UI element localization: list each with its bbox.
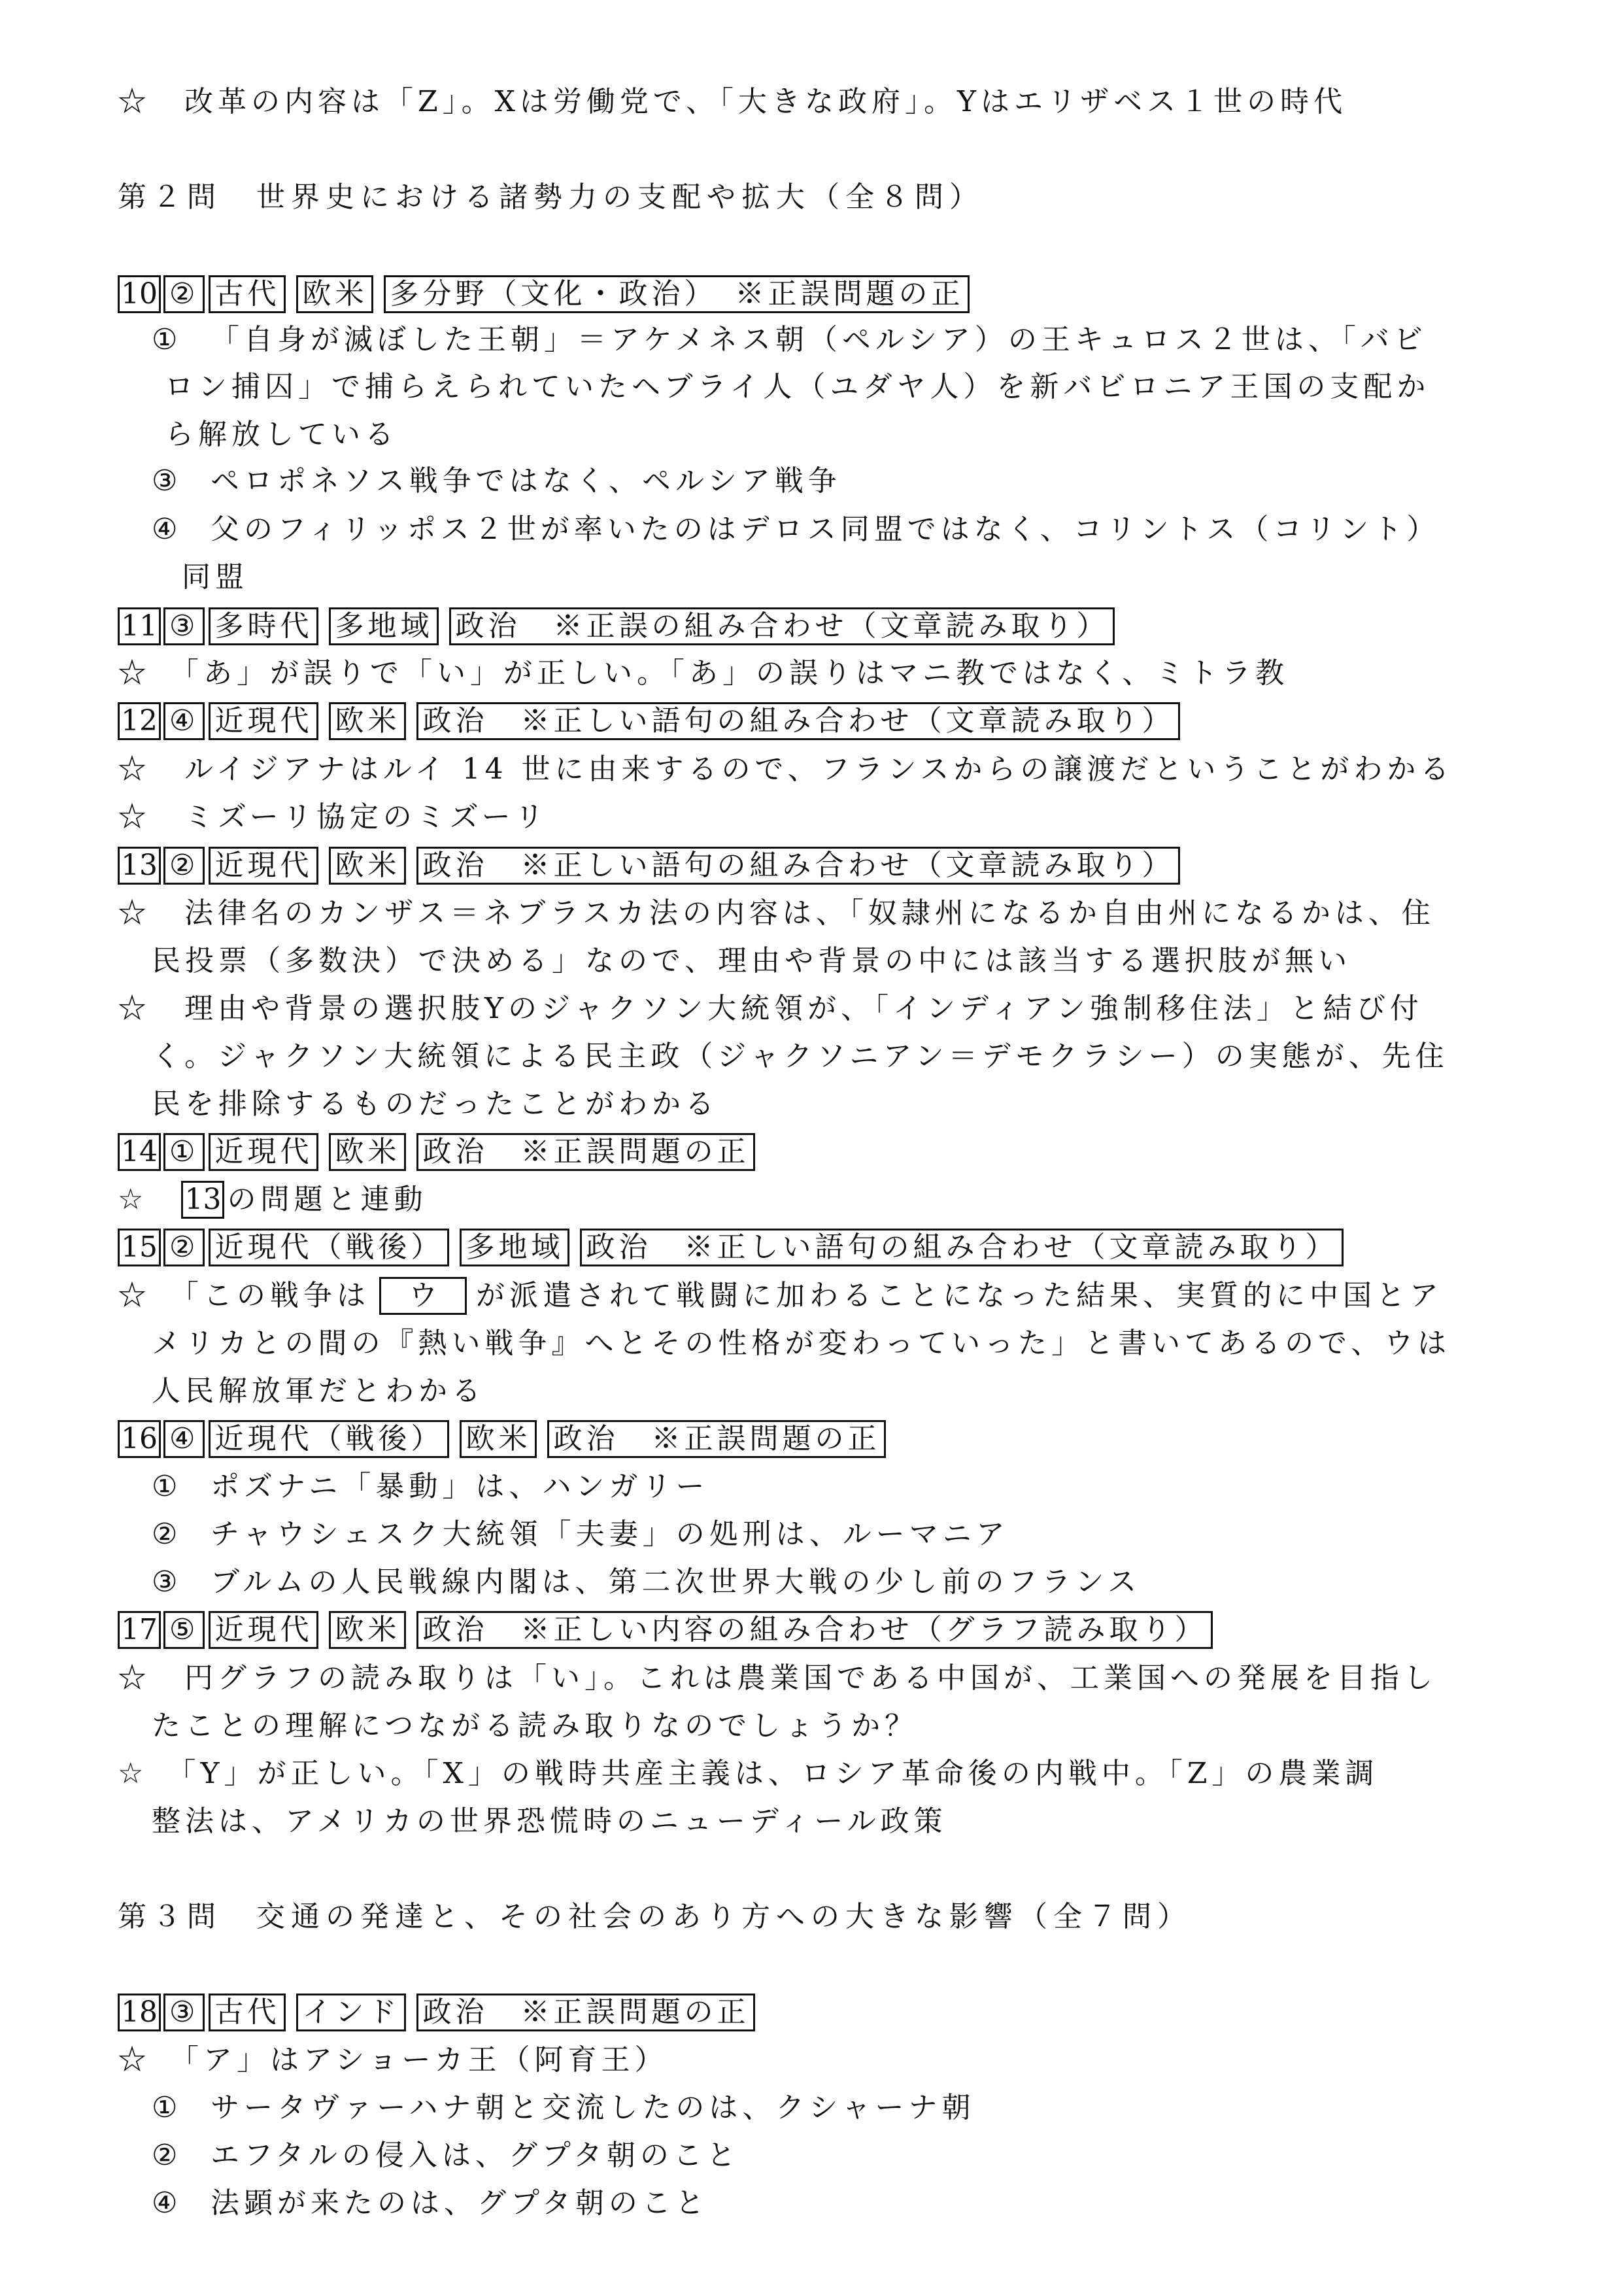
tag-region: 多地域 [460, 1229, 569, 1266]
question-number: 13 [118, 847, 161, 885]
choice-text: 法顕が来たのは、グプタ朝のこと [211, 2186, 709, 2220]
question-header-12 [118, 702, 1191, 741]
tag-field: 政治 ※正誤問題の正 [416, 1133, 755, 1171]
choice-text: サータヴァーハナ朝と交流したのは、クシャーナ朝 [211, 2091, 975, 2124]
text-line: ☆ 円グラフの読み取りは「い」。これは農業国である中国が、工業国への発展を目指し [118, 1661, 1437, 1695]
choice-mark: ② [152, 2139, 182, 2172]
choice-text: エフタルの侵入は、グプタ朝のこと [211, 2139, 740, 2172]
text-line: ☆ 「Y」が正しい。「X」の戦時共産主義は、ロシア革命後の内戦中。「Z」の農業調 [118, 1757, 1379, 1790]
tag-region: 欧米 [460, 1420, 537, 1458]
text-line: ☆ 「あ」が誤りで「い」が正しい。「あ」の誤りはマニ教ではなく、ミトラ教 [118, 656, 1289, 690]
text-line: ☆ 改革の内容は「Z」。Xは労働党で、「大きな政府」。Yはエリザベス１世の時代 [118, 85, 1347, 118]
answer-mark: ② [163, 275, 205, 313]
question-header-13 [118, 846, 1191, 885]
tag-era: 近現代 [209, 702, 318, 740]
tag-field: 政治 ※正しい内容の組み合わせ（グラフ読み取り） [416, 1611, 1213, 1649]
question-header-14 [118, 1132, 766, 1172]
text-line: たことの理解につながる読み取りなのでしょうか？ [152, 1709, 919, 1742]
choice-mark: ③ [152, 1565, 182, 1599]
choice-mark: ③ [152, 464, 182, 498]
question-header-16 [118, 1419, 896, 1459]
choice-text: 「自身が滅ぼした王朝」＝アケメネス朝（ペルシア）の王キュロス２世は、「バビ [211, 323, 1427, 356]
answer-blank: ウ [379, 1277, 467, 1315]
answer-mark: ④ [163, 1420, 205, 1458]
tag-field: 政治 ※正誤問題の正 [547, 1420, 886, 1458]
choice-mark: ④ [152, 2186, 182, 2220]
choice-line [152, 2088, 975, 2128]
text-line: 民投票（多数決）で決める」なので、理由や背景の中には該当する選択肢が無い [152, 944, 1352, 977]
tag-era: 近現代 [209, 1611, 318, 1649]
question-number: 17 [118, 1611, 161, 1649]
question-header-11 [118, 607, 1125, 646]
tag-field: 多分野（文化・政治） ※正誤問題の正 [384, 275, 970, 313]
tag-era: 近現代（戦後） [209, 1420, 449, 1458]
text-line: ☆ ルイジアナはルイ 14 世に由来するので、フランスからの譲渡だということがわかる [118, 753, 1454, 786]
answer-mark: ② [163, 1229, 205, 1266]
tag-era: 近現代 [209, 847, 318, 885]
text-line: メリカとの間の『熱い戦争』へとその性格が変わっていった」と書いてあるので、ウは [152, 1327, 1451, 1360]
answer-mark: ③ [163, 1994, 205, 2031]
text-line: 民を排除するものだったことがわかる [152, 1087, 719, 1121]
tag-region: 欧米 [329, 1611, 406, 1649]
choice-text: チャウシェスク大統領「夫妻」の処刑は、ルーマニア [211, 1518, 1009, 1551]
answer-mark: ④ [163, 702, 205, 740]
text-line: ☆ 法律名のカンザス＝ネブラスカ法の内容は、「奴隷州になるか自由州になるかは、住 [118, 896, 1435, 930]
choice-text: ポズナニ「暴動」は、ハンガリー [211, 1470, 709, 1503]
answer-mark: ③ [163, 607, 205, 645]
tag-region: 欧米 [329, 847, 406, 885]
line-suffix: の問題と連動 [227, 1183, 428, 1216]
choice-line [152, 2136, 740, 2175]
tag-era: 多時代 [209, 607, 318, 645]
text-line: ☆ ミズーリ協定のミズーリ [118, 800, 549, 834]
choice-line [152, 510, 1440, 549]
text-line: ら解放している [165, 418, 398, 451]
section-heading-3: 第３問 交通の発達と、その社会のあり方への大きな影響（全７問） [118, 1900, 1192, 1933]
choice-mark: ① [152, 2091, 182, 2124]
text-line: 同盟 [182, 560, 248, 594]
tag-field: 政治 ※正誤の組み合わせ（文章読み取り） [449, 607, 1115, 645]
tag-era: 近現代 [209, 1133, 318, 1171]
text-line: ☆ 理由や背景の選択肢Yのジャクソン大統領が、「インディアン強制移住法」と結び付 [118, 992, 1423, 1025]
tag-region: 多地域 [329, 607, 439, 645]
choice-line [152, 1563, 1141, 1602]
text-line: 人民解放軍だとわかる [152, 1374, 485, 1408]
tag-region: 欧米 [329, 702, 406, 740]
text-line: ロン捕囚」で捕らえられていたヘブライ人（ユダヤ人）を新バビロニア王国の支配か [165, 370, 1430, 403]
line-prefix: ☆ [118, 1183, 182, 1216]
question-header-10 [118, 275, 980, 314]
choice-line [152, 462, 841, 501]
text-line: く。ジャクソン大統領による民主政（ジャクソニアン＝デモクラシー）の実態が、先住 [152, 1040, 1449, 1073]
question-number: 12 [118, 702, 161, 740]
answer-mark: ① [163, 1133, 205, 1171]
tag-region: インド [296, 1994, 406, 2031]
line-prefix: ☆ 「この戦争は [118, 1279, 370, 1312]
question-number: 15 [118, 1229, 161, 1266]
choice-mark: ① [152, 1470, 182, 1503]
choice-mark: ① [152, 323, 182, 356]
tag-era: 古代 [209, 1994, 286, 2031]
text-line [118, 1180, 427, 1219]
tag-field: 政治 ※正しい語句の組み合わせ（文章読み取り） [416, 702, 1180, 740]
question-number: 10 [118, 275, 161, 313]
tag-era: 近現代（戦後） [209, 1229, 449, 1266]
choice-mark: ④ [152, 513, 182, 546]
tag-era: 古代 [209, 275, 286, 313]
tag-region: 欧米 [296, 275, 373, 313]
text-line [118, 1276, 1443, 1315]
answer-mark: ② [163, 847, 205, 885]
question-number: 14 [118, 1133, 161, 1171]
choice-line [152, 2184, 709, 2223]
question-number: 11 [118, 607, 161, 645]
text-line: 整法は、アメリカの世界恐慌時のニューディール政策 [152, 1805, 947, 1838]
choice-text: ペロポネソス戦争ではなく、ペルシア戦争 [211, 464, 841, 498]
text-line: ☆ 「ア」はアショーカ王（阿育王） [118, 2043, 668, 2077]
question-header-17 [118, 1610, 1223, 1650]
tag-field: 政治 ※正しい語句の組み合わせ（文章読み取り） [416, 847, 1180, 885]
question-reference: 13 [181, 1181, 224, 1219]
question-number: 16 [118, 1420, 161, 1458]
choice-text: ブルムの人民戦線内閣は、第二次世界大戦の少し前のフランス [211, 1565, 1142, 1599]
answer-mark: ⑤ [163, 1611, 205, 1649]
question-number: 18 [118, 1994, 161, 2031]
question-header-15 [118, 1228, 1354, 1267]
choice-mark: ② [152, 1518, 182, 1551]
choice-line [152, 1467, 709, 1506]
tag-field: 政治 ※正誤問題の正 [416, 1994, 755, 2031]
choice-line [152, 320, 1427, 360]
tag-field: 政治 ※正しい語句の組み合わせ（文章読み取り） [580, 1229, 1344, 1266]
section-heading-2: 第２問 世界史における諸勢力の支配や拡大（全８問） [118, 180, 984, 214]
choice-text: 父のフィリッポス２世が率いたのはデロス同盟ではなく、コリントス（コリント） [211, 513, 1440, 546]
question-header-18 [118, 1993, 766, 2032]
tag-region: 欧米 [329, 1133, 406, 1171]
line-suffix: が派遣されて戦闘に加わることになった結果、実質的に中国とア [476, 1279, 1443, 1312]
choice-line [152, 1515, 1009, 1554]
